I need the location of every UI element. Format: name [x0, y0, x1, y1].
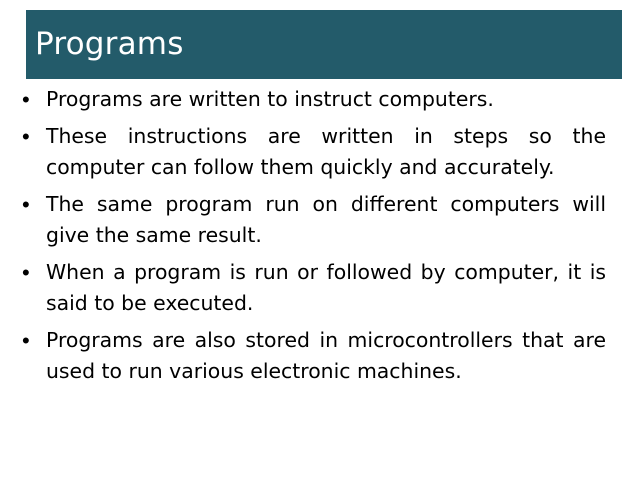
slide-title: Programs — [35, 26, 184, 62]
bullet-icon: • — [22, 260, 30, 285]
bullet-text: Programs are written to instruct computers. — [46, 87, 494, 111]
bullet-icon: • — [22, 328, 30, 353]
bullet-item — [22, 121, 606, 183]
bullet-item — [22, 325, 606, 387]
bullet-item — [22, 257, 606, 319]
title-bar — [26, 10, 622, 79]
bullet-item — [22, 84, 606, 115]
bullet-text: Programs are also stored in microcontrollers that are used to run various electronic machines. — [46, 328, 606, 383]
bullet-icon: • — [22, 87, 30, 112]
bullet-list — [22, 84, 606, 393]
bullet-item — [22, 189, 606, 251]
bullet-text: When a program is run or followed by computer, it is said to be executed. — [46, 260, 606, 315]
bullet-icon: • — [22, 192, 30, 217]
bullet-text: The same program run on different computers will give the same result. — [46, 192, 606, 247]
bullet-icon: • — [22, 124, 30, 149]
bullet-text: These instructions are written in steps so the computer can follow them quickly and accurately. — [46, 124, 606, 179]
